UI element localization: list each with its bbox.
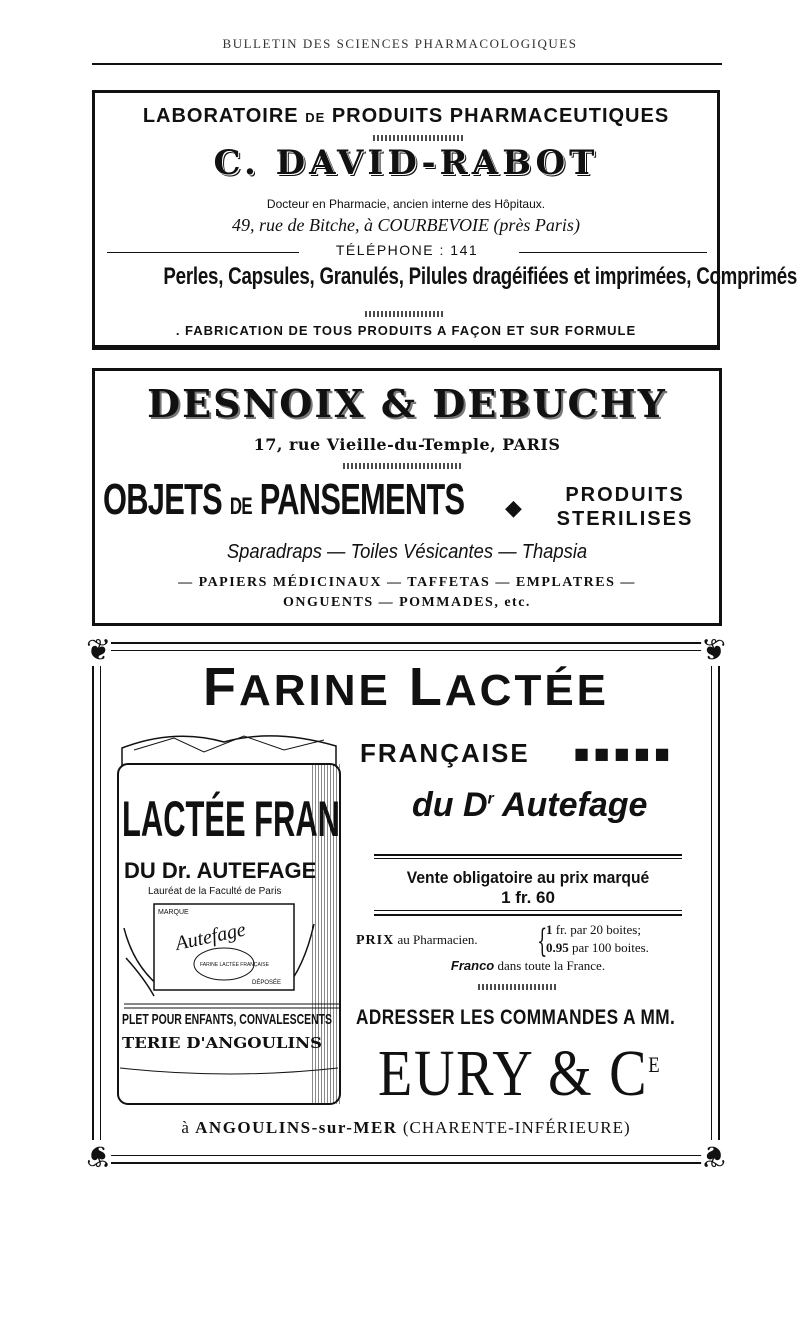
tin-seal: FARINE LACTÉE FRANÇAISE (200, 962, 269, 968)
ad3-prix-line2 (546, 940, 649, 956)
ad1-credentials: Docteur en Pharmacie, ancien interne des Hôpitaux. (266, 197, 546, 211)
ad3-franco-rest: dans toute la France. (497, 958, 606, 973)
ad1-fabrication: . FABRICATION DE TOUS PRODUITS A FAÇON ET SUR FORMULE (175, 323, 637, 338)
ad3-vente: Vente obligatoire au prix marqué (406, 868, 650, 887)
ad2-produits-steriles (535, 483, 715, 531)
corner-curl-icon: ❦ (700, 1138, 726, 1173)
running-header: BULLETIN DES SCIENCES PHARMACOLOGIQUES (222, 36, 578, 51)
ad3-adresser: ADRESSER LES COMMANDES A MM. (356, 1006, 676, 1029)
ad3-prix: PRIX (356, 933, 395, 948)
farine-tin-illustration (114, 728, 346, 1108)
ad3-prix1-amount: 1 (546, 922, 553, 937)
tin-label-box (154, 904, 294, 990)
wavy-ornament (343, 463, 463, 469)
tin-label-big: LACTÉE FRAN (122, 791, 340, 847)
ad3-du-dr-autefage (412, 786, 647, 825)
corner-curl-icon: ❦ (700, 633, 726, 668)
ad2-de: DE (229, 493, 252, 520)
rule (374, 910, 682, 911)
ad3-location-region: (CHARENTE-INFÉRIEURE) (402, 1118, 631, 1137)
ad1-telephone: TÉLÉPHONE : 141 (335, 242, 479, 258)
corner-curl-icon: ❦ (86, 633, 112, 668)
ad3-title (92, 656, 720, 718)
ad3-eury (378, 1036, 661, 1112)
ad2-produits: PRODUITS (565, 484, 685, 506)
ad2-objets-pansements (103, 475, 464, 525)
wavy-ornament (478, 984, 558, 990)
ad3-prix-line1 (546, 922, 641, 938)
ad3-squares: ■■■■■ (574, 744, 675, 763)
ad3-dr-sup: r (487, 790, 494, 808)
header-rule (92, 63, 722, 65)
ad2-objets: OBJETS (103, 475, 223, 524)
ad2-items-line3: ONGUENTS — POMMADES, etc. (283, 595, 531, 610)
ad3-location-a: à (181, 1118, 190, 1137)
ad3-prix-label (356, 932, 478, 949)
tin-complet: PLET POUR ENFANTS, CONVALESCENTS (122, 1011, 332, 1028)
ad2-items-line2: — PAPIERS MÉDICINAUX — TAFFETAS — EMPLATRES — (178, 575, 636, 590)
ad3-eury-sup: E (648, 1052, 662, 1077)
title-letter-f: F (202, 657, 239, 717)
diamond-icon: ◆ (505, 495, 522, 520)
ad2-pansements: PANSEMENTS (259, 475, 465, 524)
ad3-price: 1 fr. 60 (501, 888, 555, 907)
wavy-ornament (373, 135, 463, 141)
ad2-sterilises: STERILISES (556, 508, 694, 530)
tin-label-autefage: DU Dr. AUTEFAGE (124, 858, 317, 883)
ad3-franco-word: Franco (450, 958, 495, 973)
ad1-address: 49, rue de Bitche, à COURBEVOIE (près Paris) (232, 215, 580, 235)
ad1-products: Perles, Capsules, Granulés, Pilules dragéifiées et imprimées, Comprimés (163, 263, 798, 290)
title-arine: ARINE (238, 666, 391, 715)
ad3-autefage: Autefage (501, 786, 648, 824)
ad2-items-line1: Sparadraps — Toiles Vésicantes — Thapsia (226, 541, 588, 563)
tin-signature: Autefage (173, 918, 248, 955)
ad-desnoix-debuchy (92, 368, 722, 626)
tin-usine: TERIE D'ANGOULINS (122, 1034, 322, 1052)
ad1-title-rest: PRODUITS PHARMACEUTIQUES (331, 105, 670, 127)
wavy-ornament (365, 311, 445, 317)
tin-marque: MARQUE (158, 909, 189, 916)
title-actee: ACTÉE (444, 666, 610, 715)
rule (374, 858, 682, 859)
ad3-prix2-rest: par 100 boites. (572, 940, 649, 955)
rule (374, 854, 682, 856)
ad-farine-lactee (86, 633, 726, 1173)
ad3-location (92, 1118, 720, 1138)
ad3-prix-where: au Pharmacien. (397, 932, 478, 947)
rule (374, 914, 682, 916)
ad3-prix2-amount: 0.95 (546, 940, 569, 955)
brace-icon: { (537, 922, 548, 960)
ad1-title-main: LABORATOIRE (142, 105, 299, 127)
ad1-title-de: DE (305, 110, 326, 125)
tin-laureat: Lauréat de la Faculté de Paris (148, 886, 282, 897)
ad3-francaise: FRANÇAISE (360, 738, 530, 768)
ad3-prix1-rest: fr. par 20 boites; (555, 922, 641, 937)
ad3-franco (374, 958, 682, 974)
ad2-address: 17, rue Vieille-du-Temple, PARIS (253, 435, 561, 454)
rule-right (519, 252, 707, 253)
ad2-company-name: DESNOIX & DEBUCHY (147, 381, 667, 426)
title-letter-l: L (408, 657, 445, 717)
ad1-phone-row (107, 241, 707, 263)
ad-david-rabot (92, 90, 798, 350)
ad3-location-town: ANGOULINS-sur-MER (195, 1118, 398, 1137)
ad1-company-name: C. DAVID-RABOT (213, 143, 599, 183)
ad3-du: du D (412, 786, 488, 824)
corner-curl-icon: ❦ (86, 1138, 112, 1173)
ad1-title (95, 105, 717, 128)
ad3-eury-name: EURY & C (378, 1037, 649, 1110)
tin-depose: DÉPOSÉE (252, 980, 282, 986)
